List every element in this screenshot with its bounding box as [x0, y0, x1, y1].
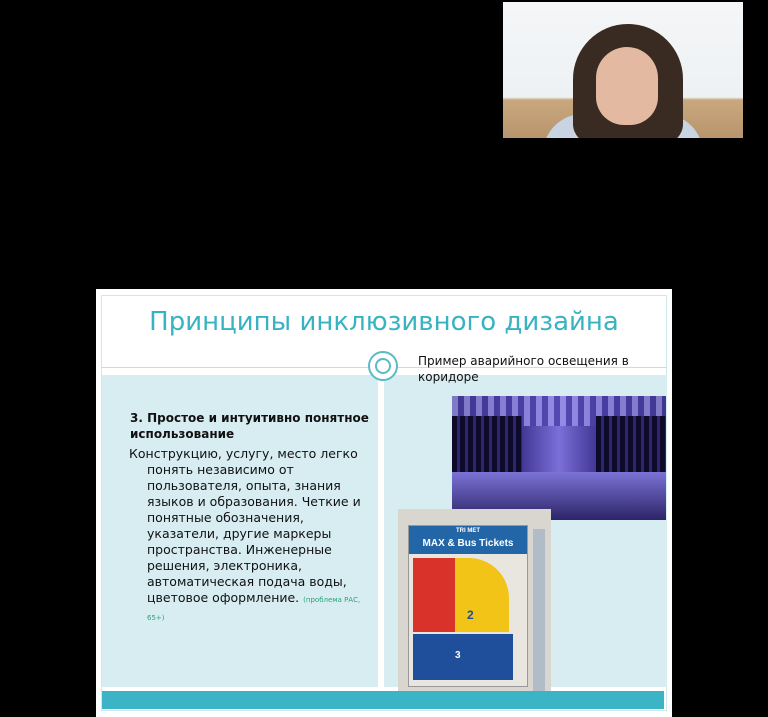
slide-title: Принципы инклюзивного дизайна — [149, 307, 619, 337]
text-line: цветовое оформление. — [147, 590, 300, 605]
text-line: языков и образования. Четкие и — [147, 494, 361, 509]
emergency-lighting-photo — [452, 396, 666, 520]
text-line: понятные обозначения, — [147, 510, 304, 525]
text-line: автоматическая подача воды, — [147, 574, 347, 589]
note-text: (проблема РАС, 65+) — [147, 596, 361, 622]
presentation-slide — [96, 289, 672, 717]
text-line: решения, электроника, — [147, 558, 302, 573]
principle-heading: 3. Простое и интуитивно понятное использование — [130, 411, 369, 441]
bottom-accent-bar — [102, 691, 664, 709]
text-line: Конструкцию, услугу, место легко — [129, 446, 358, 461]
step-number: 2 — [467, 608, 474, 622]
machine-sign: MAX & Bus Tickets — [422, 538, 514, 549]
webcam-video — [503, 2, 743, 138]
blue-area — [413, 634, 513, 680]
step-number: 3 — [455, 650, 461, 661]
text-line: указатели, другие маркеры — [147, 526, 332, 541]
presenter-face — [596, 47, 658, 125]
machine-brand: TRI MET — [456, 528, 480, 534]
text-line: пользователя, опыта, знания — [147, 478, 341, 493]
ticket-machine — [408, 525, 528, 687]
pole — [533, 529, 545, 693]
machine-header — [409, 526, 527, 554]
right-caption: Пример аварийного освещения в коридоре — [418, 354, 629, 384]
text-line: понять независимо от — [147, 462, 294, 477]
principle-text — [129, 446, 369, 626]
red-area — [413, 558, 455, 632]
text-line: пространства. Инженерные — [147, 542, 332, 557]
ticket-machine-photo — [398, 509, 551, 693]
divider-ring-icon — [368, 351, 398, 381]
